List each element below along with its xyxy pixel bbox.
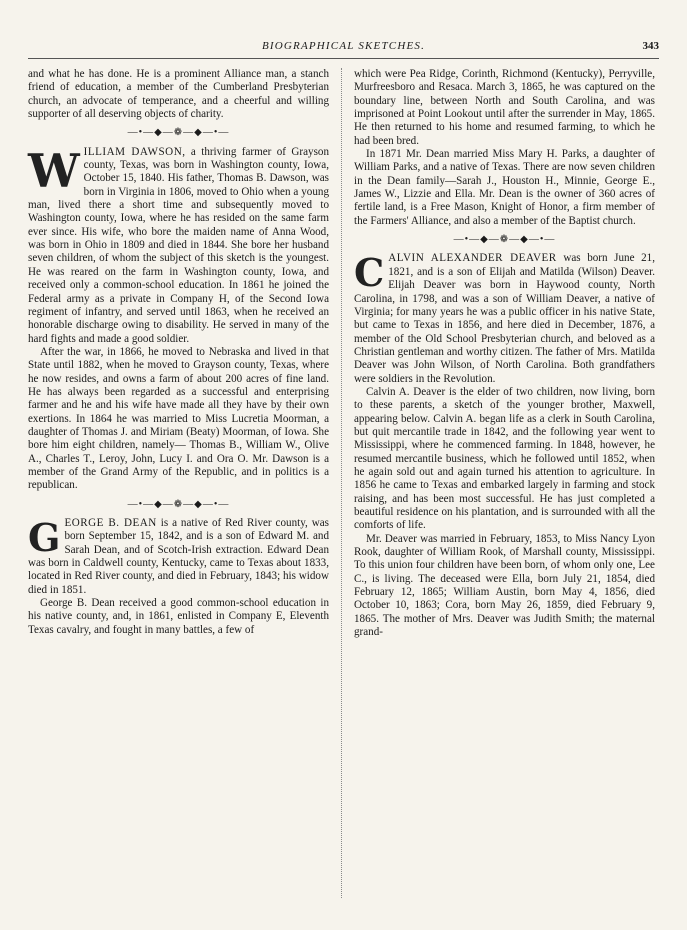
section-ornament: —•—◆—❁—◆—•— bbox=[127, 498, 230, 510]
dean-paragraph-2: George B. Dean received a good common-school education in his native county, and, in 1861, enlisted in Company E, Eleventh Texas cavalry, and fought in many battles, a few of bbox=[28, 597, 329, 636]
section-ornament: —•—◆—❁—◆—•— bbox=[453, 234, 556, 246]
page-header bbox=[28, 40, 659, 60]
dean-paragraph-1: is a native of Red River county, was born September 15, 1842, and is a son of Edward M. and Sarah Dean, and of Scotch-Irish extraction. Edward Dean was born in Caldwell county, Kentucky, came to Texas about 1833, located in Red River county, and died in February, 1843; his widow died in 1851. bbox=[28, 517, 329, 596]
running-head: BIOGRAPHICAL SKETCHES. bbox=[261, 40, 426, 52]
dawson-paragraph-2: After the war, in 1866, he moved to Nebraska and lived in that State until 1882, when he moved to Grayson county, Texas, where he now resides, and owns a farm of about 200 acres of fine land. He has always been regarded as a successful and enterprising farmer and he and his wife have made all they have by their own exertions. In 1864 he was married to Miss Lucretia Moorman, a daughter of Thomas J. and Miriam (Beaty) Moorman, of Iowa. She bore him eight children, namely— Thomas B., William W., Olive A., Charles T., Leroy, John, Lucy I. and Ora O. Mr. Dawson is a member of the Grand Army of the Republic, and in politics is a republican. bbox=[28, 345, 329, 492]
deaver-paragraph-2: Calvin A. Deaver is the elder of two children, now living, born to these parents, a sketch of the younger brother, Maxwell, appearing below. Calvin A. began life as a clerk in South Carolina, but quit mercantile trade in 1842, and the following year went to Mississippi, where he commenced farming. In 1848, however, he resumed mercantile business, which he followed until 1852, when he again sold out and again turned his attention to agriculture. In 1856 he came to Texas and embarked largely in farming and stock raising, and has been most successful. He has just completed a beautiful residence on his plantation, and is surrounded with all the comforts of life. bbox=[354, 385, 655, 532]
dawson-paragraph-1: a thriving farmer of Grayson county, Texas, was born in Washington county, Iowa, October 15, 1840. His father, Thomas B. Dawson, was born in Virginia in 1806, moved to Ohio when a young man, lived there a short time and subsequently moved to Washington county, Iowa, where he has resided on the same farm ever since. His wife, who bore the maiden name of Anna Wood, was born in Ohio in 1809 and died in 1844. She bore her husband seven children, of whom the subject of this sketch is the youngest. He was reared on the farm in Washington county, Iowa, and received only a common-school education. In 1861 he joined the Federal army as a private in Company H, of the Second Iowa regiment of infantry, and served until 1863, when he received an honorable discharge owing to disability. He served in many of the hard fights and made a good soldier. bbox=[28, 145, 329, 345]
dean-name: EORGE B. DEAN bbox=[64, 517, 157, 529]
right-column bbox=[354, 68, 655, 639]
dean-paragraph-3: In 1871 Mr. Dean married Miss Mary H. Parks, a daughter of William Parks, and a native of Texas. There are now seven children in the Dean family—Sarah J., Houston H., Minnie, George E., James W., Lizzie and Ella. Mr. Dean is the owner of 360 acres of fertile land, is a Free Mason, Knight of Honor, a firm member of the Farmers' Alliance, and also a member of the Baptist church. bbox=[354, 148, 655, 227]
section-ornament: —•—◆—❁—◆—•— bbox=[127, 127, 230, 139]
left-column bbox=[28, 68, 329, 637]
dawson-sketch-opening bbox=[28, 143, 329, 346]
deaver-name: ALVIN ALEXANDER DEAVER bbox=[388, 252, 557, 265]
dawson-drop-initial: W bbox=[28, 143, 80, 198]
continuation-paragraph: and what he has done. He is a prominent Alliance man, a stanch friend of education, a member of the Cumberland Presbyterian church, an advocate of temperance, and a cheerful and willing supporter of all deserving objects of charity. bbox=[28, 68, 329, 121]
deaver-drop-initial: C bbox=[354, 250, 385, 296]
deaver-paragraph-3: Mr. Deaver was married in February, 1853, to Miss Nancy Lyon Rook, daughter of William Rook, of Marshall county, Mississippi. To this union four children have been born, of whom only one, Lee C., is living. The deceased were Ella, born July 21, 1854, died February 12, 1865; William Austin, born May 4, 1856, died October 10, 1863; Cora, born May 26, 1859, died February 9, 1865. The mother of Mrs. Deaver was Judith Smith; the maternal grand- bbox=[354, 532, 655, 639]
dean-drop-initial: G bbox=[28, 515, 61, 560]
header-rule bbox=[28, 58, 659, 59]
dean-sketch-opening bbox=[28, 517, 329, 597]
dean-continuation: which were Pea Ridge, Corinth, Richmond (Kentucky), Perryville, Murfreesboro and Resaca. March 3, 1865, he was captured on the boundary line, between North and South Carolina, and was imprisoned at Point Lookout until after the surrender in May, 1865. He then returned to his home and resumed farming, to which he had been bred. bbox=[354, 68, 655, 147]
deaver-paragraph-1: was born June 21, 1821, and is a son of Elijah and Matilda (Wilson) Deaver. Elijah Deaver was born in Haywood county, North Carolina, in 1798, and was a son of William Deaver, a native of Virginia; for many years he was a public officer in his native State, but came to Texas in 1856, and here died in December, 1876, a member of the Old School Presbyterian church, and beloved as a Christian gentleman and worthy citizen. The father of Mrs. Matilda Deaver was John Wilson, of North Carolina. Both grandfathers were soldiers in the Revolution. bbox=[354, 252, 655, 385]
page-number: 343 bbox=[642, 40, 659, 52]
column-divider bbox=[341, 68, 342, 898]
deaver-sketch-opening bbox=[354, 252, 655, 385]
dawson-name: ILLIAM DAWSON, bbox=[83, 145, 186, 158]
